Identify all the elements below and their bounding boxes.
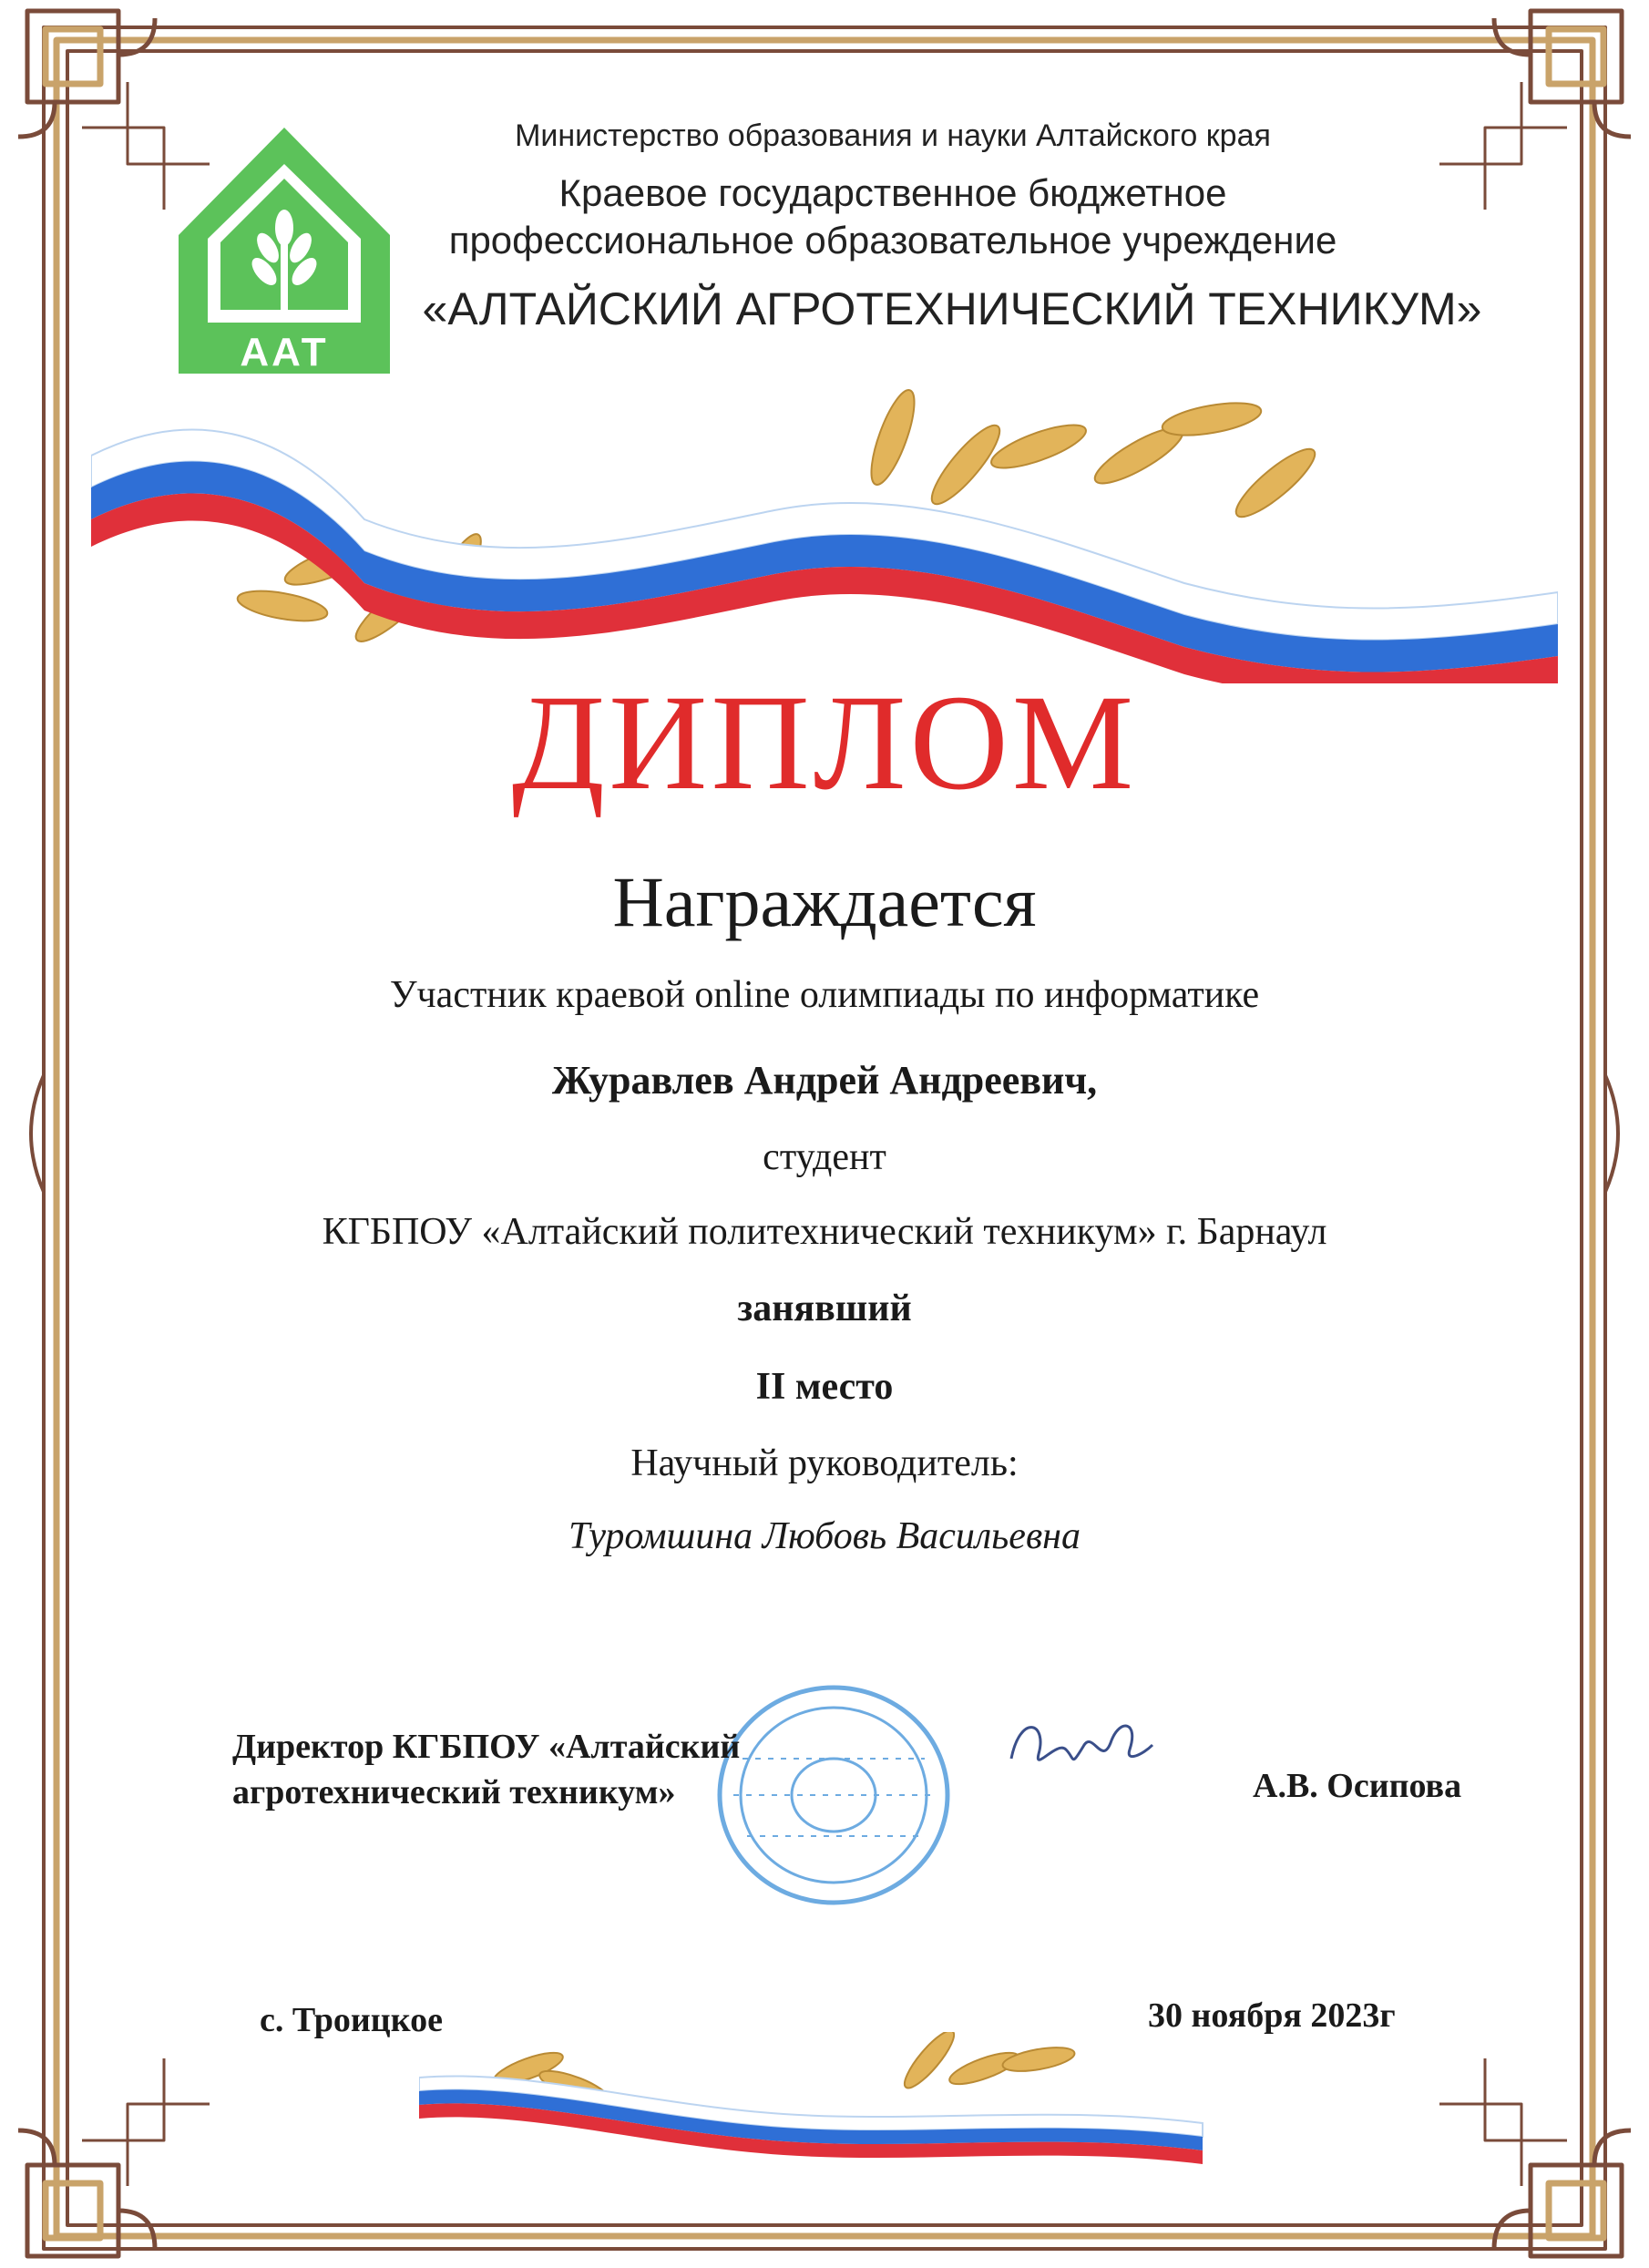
recipient-status: студент xyxy=(763,1136,886,1178)
taken-label: занявший xyxy=(737,1288,912,1329)
diploma-title: ДИПЛОМ xyxy=(511,667,1138,818)
signer-position-line-1: Директор КГБПОУ «Алтайский xyxy=(232,1728,741,1766)
signer-name: А.В. Осипова xyxy=(1253,1767,1462,1805)
footer-place: с. Троицкое xyxy=(260,2001,443,2039)
institution-name: «АЛТАЙСКИЙ АГРОТЕХНИЧЕСКИЙ ТЕХНИКУМ» xyxy=(422,283,1482,334)
institution-logo xyxy=(179,128,390,374)
supervisor-label: Научный руководитель: xyxy=(630,1442,1019,1484)
recipient-organization: КГБПОУ «Алтайский политехнический техникум» г. Барнаул xyxy=(322,1211,1327,1253)
institution-line-2: профессиональное образовательное учреждение xyxy=(448,219,1337,262)
place-label: II место xyxy=(755,1366,894,1408)
participant-line: Участник краевой online олимпиады по информатике xyxy=(389,974,1260,1016)
handwritten-signature xyxy=(1002,1704,1157,1786)
flag-ribbon-top xyxy=(91,383,1558,683)
official-stamp xyxy=(706,1677,961,1914)
institution-line-1: Краевое государственное бюджетное xyxy=(558,171,1227,214)
awarded-heading: Награждается xyxy=(612,862,1037,941)
footer-date: 30 ноября 2023г xyxy=(1148,1996,1396,2035)
logo-text: ААТ xyxy=(240,330,329,375)
flag-ribbon-bottom xyxy=(419,2032,1239,2169)
recipient-name: Журавлев Андрей Андреевич, xyxy=(551,1058,1098,1103)
signer-position-line-2: агротехнический техникум» xyxy=(232,1773,676,1811)
ministry-line: Министерство образования и науки Алтайского края xyxy=(515,118,1271,153)
supervisor-name: Туромшина Любовь Васильевна xyxy=(568,1515,1081,1557)
